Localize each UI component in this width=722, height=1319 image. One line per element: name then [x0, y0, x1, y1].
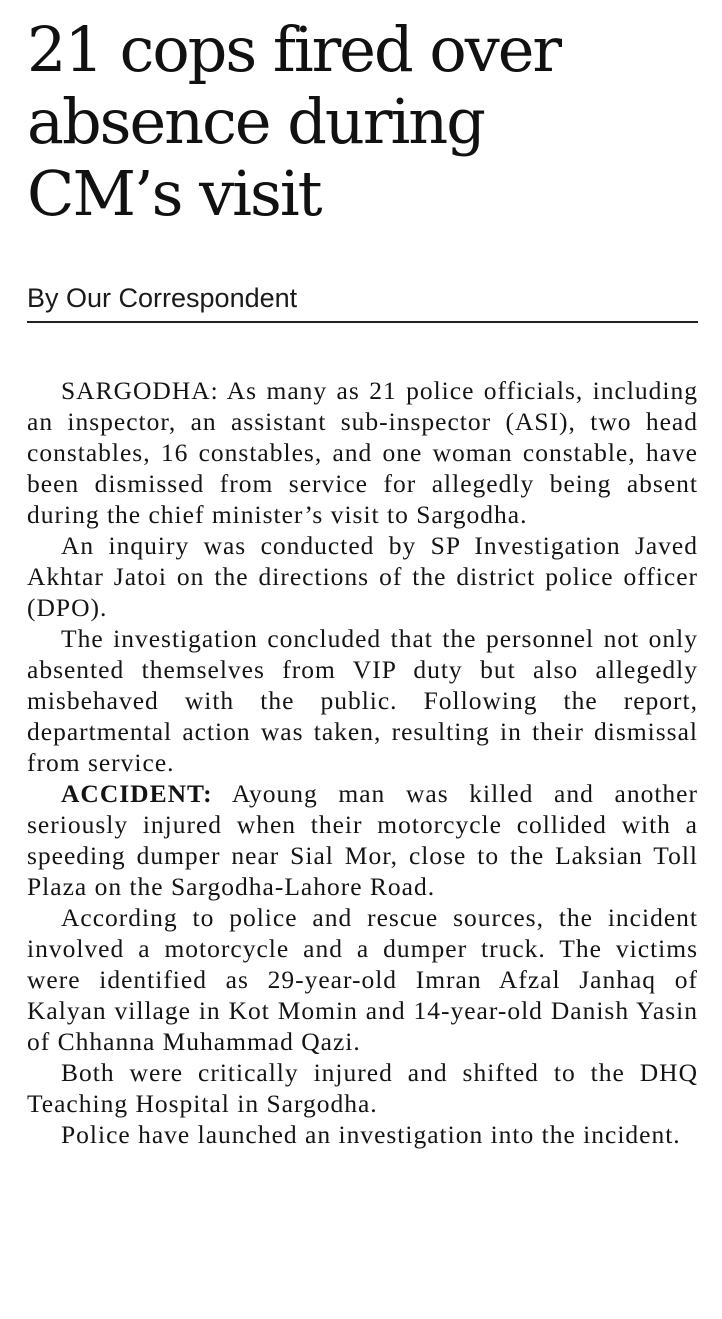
headline-line: absence during [27, 85, 484, 158]
paragraph [27, 375, 698, 530]
headline-line: 21 cops fired over [27, 13, 561, 86]
paragraph [27, 1119, 698, 1150]
paragraph-text: SARGODHA: As many as 21 police officials, including an inspector, an assistant sub-inspector (ASI), two head constables, 16 constables, and one woman constable, have been dismissed from service for allegedly being absent during the chief minister’s visit to Sargodha. [27, 376, 698, 529]
paragraph [27, 1057, 698, 1119]
paragraph [27, 902, 698, 1057]
headline [27, 14, 698, 230]
paragraph-text: An inquiry was conducted by SP Investigation Javed Akhtar Jatoi on the directions of the district police officer (DPO). [27, 531, 698, 622]
section-kicker: ACCIDENT: [61, 779, 213, 808]
headline-line: CM’s visit [27, 157, 321, 230]
paragraph-text: Both were critically injured and shifted to the DHQ Teaching Hospital in Sargodha. [27, 1058, 698, 1118]
byline: By Our Correspondent [27, 281, 698, 323]
paragraph-text: The investigation concluded that the personnel not only absented themselves from VIP duty but also allegedly misbehaved with the public. Following the report, departmental action was taken, resulting in their dismissal from service. [27, 624, 698, 777]
article-body [27, 375, 698, 1150]
news-article [27, 14, 698, 1150]
paragraph-text: Police have launched an investigation into the incident. [61, 1120, 681, 1149]
paragraph-text: Ayoung man was killed and another seriously injured when their motorcycle collided with a speeding dumper near Sial Mor, close to the Laksian Toll Plaza on the Sargodha-Lahore Road. [27, 779, 698, 901]
paragraph [27, 778, 698, 902]
paragraph-text: According to police and rescue sources, the incident involved a motorcycle and a dumper truck. The victims were identified as 29-year-old Imran Afzal Janhaq of Kalyan village in Kot Momin and 14-year-old Danish Yasin of Chhanna Muhammad Qazi. [27, 903, 698, 1056]
paragraph [27, 530, 698, 623]
paragraph [27, 623, 698, 778]
